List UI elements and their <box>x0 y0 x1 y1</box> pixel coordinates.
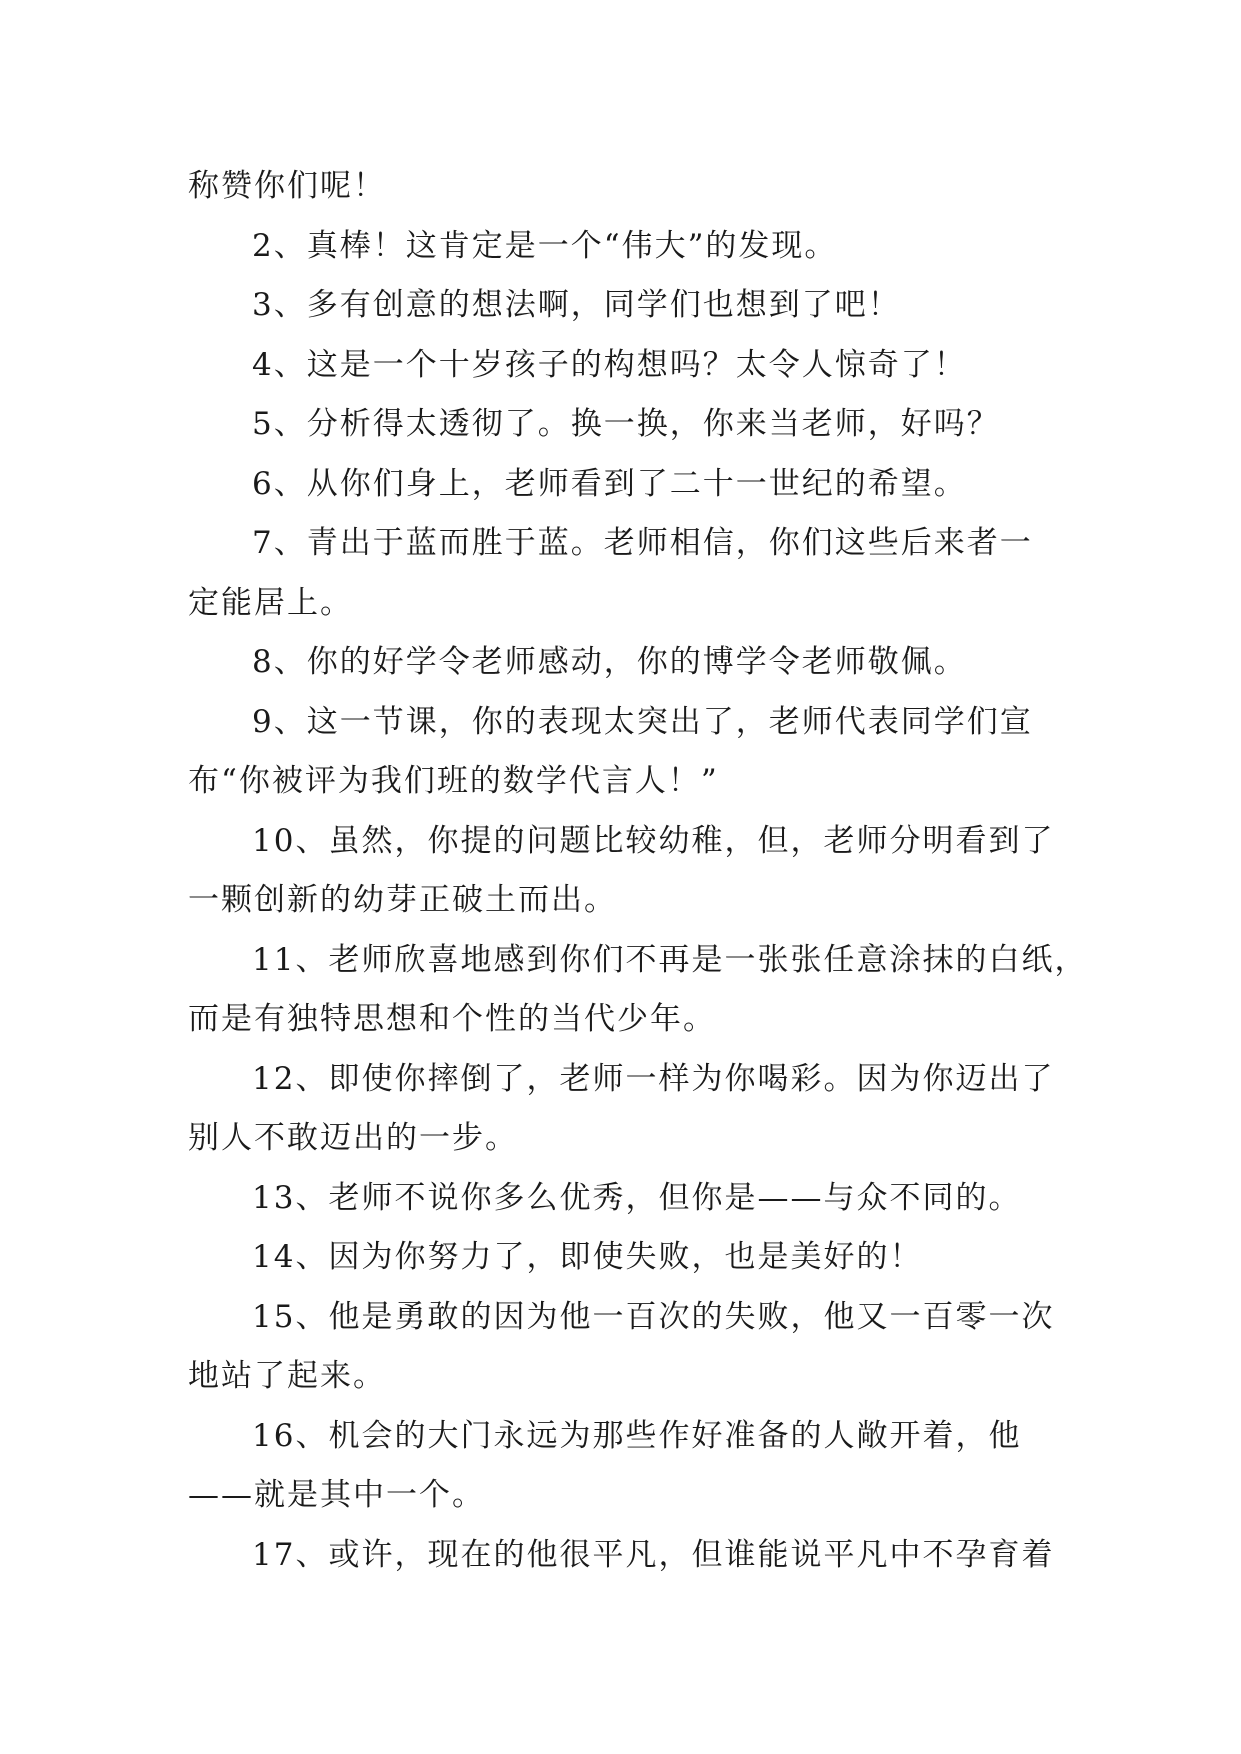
document-page <box>188 157 1088 1585</box>
paragraph <box>188 693 1044 812</box>
text-line: 10、虽然，你提的问题比较幼稚，但，老师分明看到了 <box>252 822 1055 859</box>
text-line: 16、机会的大门永远为那些作好准备的人敞开着，他 <box>252 1417 1022 1454</box>
paragraph <box>188 1169 1044 1229</box>
text-line: 15、他是勇敢的因为他一百次的失败，他又一百零一次 <box>252 1298 1055 1335</box>
paragraph <box>188 633 1044 693</box>
paragraph <box>188 931 1088 1050</box>
paragraph <box>188 1288 1055 1407</box>
text-line: 12、即使你摔倒了，老师一样为你喝彩。因为你迈出了 <box>252 1060 1055 1097</box>
text-line: 6、从你们身上，老师看到了二十一世纪的希望。 <box>252 465 967 502</box>
paragraph <box>188 336 1044 396</box>
paragraph <box>188 276 1044 336</box>
paragraph <box>188 455 1044 515</box>
text-line: 地站了起来。 <box>188 1358 386 1394</box>
paragraph <box>188 395 1044 455</box>
paragraph <box>188 514 1044 633</box>
text-line: 定能居上。 <box>188 584 353 621</box>
text-line: 2、真棒！这肯定是一个“伟大”的发现。 <box>252 227 838 264</box>
text-line: 17、或许，现在的他很平凡，但谁能说平凡中不孕育着 <box>252 1536 1055 1573</box>
paragraph <box>188 1526 1055 1586</box>
text-line: 而是有独特思想和个性的当代少年。 <box>188 1001 716 1037</box>
paragraph <box>188 1228 1044 1288</box>
text-line: 8、你的好学令老师感动，你的博学令老师敬佩。 <box>252 644 967 680</box>
paragraph <box>188 157 1044 217</box>
text-line: ——就是其中一个。 <box>188 1477 485 1513</box>
text-line: 3、多有创意的想法啊，同学们也想到了吧！ <box>252 287 901 323</box>
text-line: 5、分析得太透彻了。换一换，你来当老师，好吗？ <box>252 406 1000 442</box>
paragraph <box>188 1407 1044 1526</box>
text-line: 13、老师不说你多么优秀，但你是——与众不同的。 <box>252 1179 1022 1216</box>
text-line: 7、青出于蓝而胜于蓝。老师相信，你们这些后来者一 <box>252 525 1033 561</box>
text-line: 布“你被评为我们班的数学代言人！” <box>188 763 719 799</box>
text-line: 一颗创新的幼芽正破土而出。 <box>188 882 617 918</box>
text-line: 4、这是一个十岁孩子的构想吗？太令人惊奇了！ <box>252 346 967 383</box>
paragraph <box>188 1050 1055 1169</box>
text-line: 9、这一节课，你的表现太突出了，老师代表同学们宣 <box>252 703 1033 740</box>
text-line: 11、老师欣喜地感到你们不再是一张张任意涂抹的白纸， <box>252 941 1088 978</box>
text-line: 别人不敢迈出的一步。 <box>188 1120 518 1156</box>
text-line: 14、因为你努力了，即使失败，也是美好的！ <box>252 1239 923 1275</box>
text-line: 称赞你们呢！ <box>188 168 386 204</box>
paragraph <box>188 812 1055 931</box>
paragraph <box>188 217 1044 277</box>
